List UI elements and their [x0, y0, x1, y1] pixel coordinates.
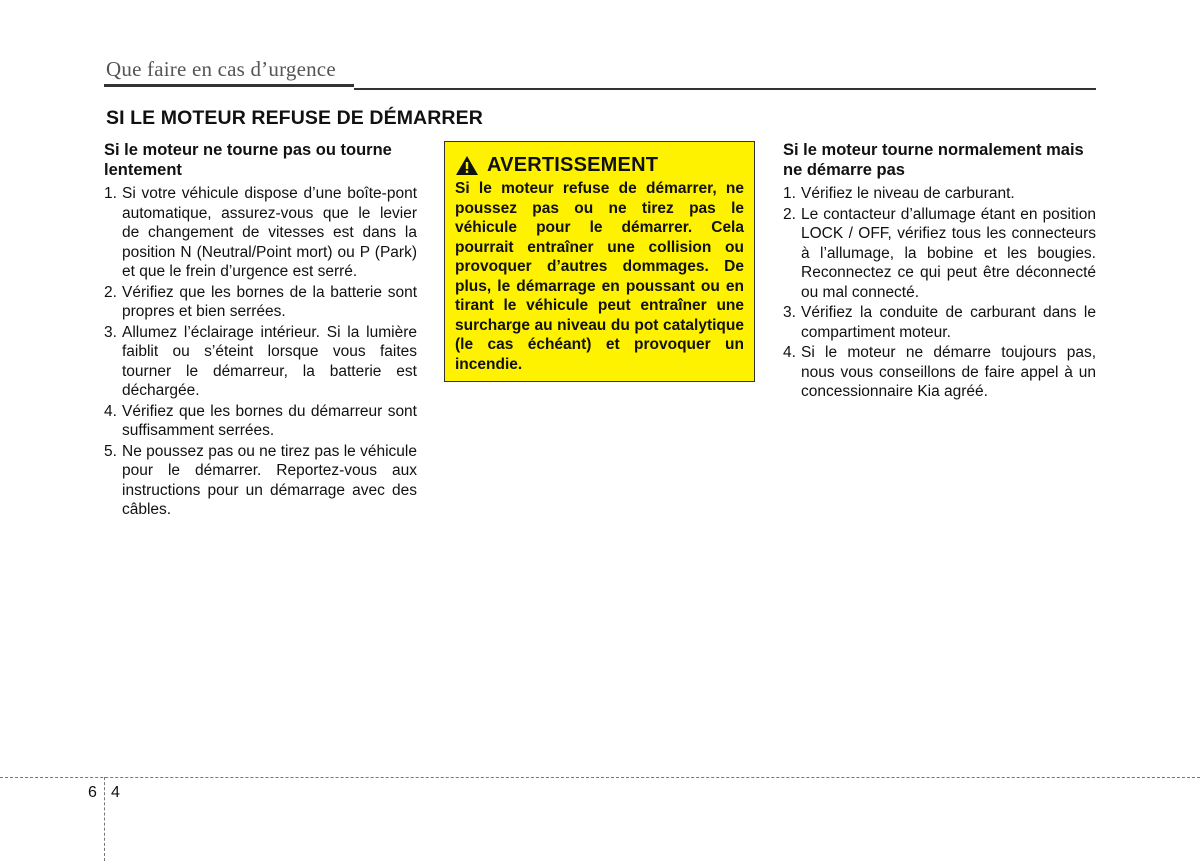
- step-text: Si le moteur ne démarre toujours pas, nous vous conseillons de faire appel à un concessionnaire Kia agréé.: [801, 344, 1096, 400]
- list-item: [783, 205, 1096, 303]
- section-title: SI LE MOTEUR REFUSE DE DÉMARRER: [106, 107, 483, 129]
- list-item: [783, 184, 1096, 204]
- list-item: [104, 402, 417, 441]
- right-step-list: [783, 184, 1096, 402]
- step-number: 1.: [104, 185, 117, 202]
- step-number: 3.: [783, 304, 796, 321]
- list-item: [104, 442, 417, 520]
- warning-triangle-icon: [455, 155, 479, 176]
- right-column: [783, 140, 1096, 403]
- step-text: Allumez l’éclairage intérieur. Si la lumière faiblit ou s’éteint lorsque vous faites tourner le démarreur, la batterie est déchargée.: [122, 323, 417, 399]
- warning-box: [444, 141, 755, 382]
- step-text: Vérifiez le niveau de carburant.: [801, 185, 1015, 202]
- step-text: Le contacteur d’allumage étant en position LOCK / OFF, vérifiez tous les connecteurs à l’allumage, la bobine et les bougies. Reconnectez ce qui peut être déconnecté ou mal connecté.: [801, 205, 1096, 301]
- step-number: 2.: [783, 205, 796, 223]
- left-column: [104, 140, 417, 521]
- list-item: [783, 343, 1096, 402]
- header-rule-thin: [354, 88, 1096, 90]
- step-number: 4.: [783, 344, 796, 361]
- list-item: [104, 184, 417, 282]
- chapter-number: 6: [88, 784, 97, 801]
- header-rule-thick: [104, 84, 354, 87]
- footer-vertical-rule: [104, 777, 105, 861]
- list-item: [104, 283, 417, 322]
- step-number: 3.: [104, 323, 117, 341]
- step-number: 4.: [104, 402, 117, 420]
- step-number: 5.: [104, 442, 117, 460]
- list-item: [783, 303, 1096, 342]
- step-number: 1.: [783, 185, 796, 202]
- step-text: Vérifiez que les bornes du démarreur sont suffisamment serrées.: [122, 402, 417, 439]
- left-subheading: Si le moteur ne tourne pas ou tourne lentement: [104, 141, 392, 179]
- footer-dashed-rule: [0, 777, 1200, 778]
- step-text: Vérifiez que les bornes de la batterie sont propres et bien serrées.: [122, 283, 417, 320]
- warning-text: Si le moteur refuse de démarrer, ne poussez pas ou ne tirez pas le véhicule pour le démarrer. Cela pourrait entraîner une collision ou provoquer d’autres dommages. De plus, le démarrage en poussant ou en tirant le véhicule peut entraîner une surcharge au niveau du pot catalytique (le cas échéant) et provoquer un incendie.: [455, 180, 744, 373]
- chapter-header-title: Que faire en cas d’urgence: [106, 57, 336, 81]
- right-subheading: Si le moteur tourne normalement mais ne démarre pas: [783, 141, 1084, 179]
- step-text: Si votre véhicule dispose d’une boîte-pont automatique, assurez-vous que le levier de changement de vitesses est dans la position N (Neutral/Point mort) ou P (Park) et que le frein d’urgence est serré.: [122, 185, 417, 280]
- step-number: 2.: [104, 283, 117, 301]
- list-item: [104, 323, 417, 401]
- warning-title: AVERTISSEMENT: [487, 154, 659, 176]
- page-number: 4: [111, 784, 120, 801]
- left-step-list: [104, 184, 417, 520]
- step-text: Ne poussez pas ou ne tirez pas le véhicule pour le démarrer. Reportez-vous aux instructions pour un démarrage avec des câbles.: [122, 442, 417, 518]
- warning-header: [455, 154, 744, 177]
- step-text: Vérifiez la conduite de carburant dans le compartiment moteur.: [801, 304, 1096, 341]
